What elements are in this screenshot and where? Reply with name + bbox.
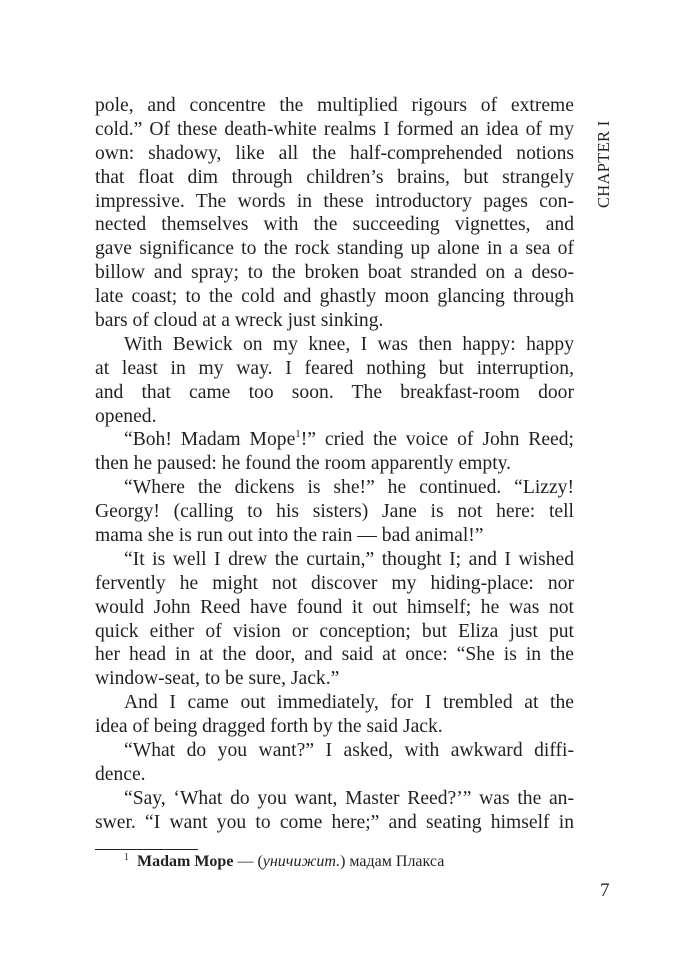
text-line: own: shadowy, like all the half-comprehended notions	[95, 142, 574, 164]
text-line: opened.	[95, 405, 157, 427]
footnote-translation: ) мадам Плакса	[340, 853, 445, 870]
running-head-chapter: CHAPTER I	[594, 120, 613, 208]
footnote-number: 1	[124, 852, 129, 863]
text-line: “Where the dickens is she!” he continued. “Lizzy!	[124, 477, 574, 499]
text-line: impressive. The words in these introductory pages con-	[95, 190, 574, 212]
footnote-reference: 1	[295, 428, 301, 440]
footnote	[124, 852, 444, 874]
text-line: “It is well I drew the curtain,” thought I; and I wished	[124, 548, 574, 570]
text-line: then he paused: he found the room apparently empty.	[95, 453, 512, 475]
text-line: quick either of vision or conception; but Eliza just put	[95, 620, 574, 642]
footnote-term: Madam Mope	[137, 853, 234, 870]
text-line-part: !” cried the voice of John Reed;	[300, 429, 574, 451]
text-line: and that came too soon. The breakfast-room door	[95, 381, 574, 403]
text-line: With Bewick on my knee, I was then happy: happy	[124, 333, 574, 355]
text-line: “Say, ‘What do you want, Master Reed?’” was the an-	[124, 787, 574, 809]
text-line-part: “Boh! Madam Mope	[124, 429, 296, 451]
text-line: that float dim through children’s brains, but strangely	[95, 166, 574, 188]
text-line: mama she is run out into the rain — bad animal!”	[95, 525, 484, 547]
text-line	[95, 428, 574, 452]
text-line: bars of cloud at a wreck just sinking.	[95, 310, 384, 332]
text-line: at least in my way. I feared nothing but interruption,	[95, 357, 574, 379]
text-line: dence.	[95, 763, 146, 785]
text-line: nected themselves with the succeeding vignettes, and	[95, 214, 574, 236]
footnote-dash: — (	[233, 853, 263, 870]
text-line: window-seat, to be sure, Jack.”	[95, 668, 340, 690]
text-line: And I came out immediately, for I trembled at the	[124, 692, 574, 714]
text-line: late coast; to the cold and ghastly moon glancing through	[95, 286, 574, 308]
text-line: cold.” Of these death-white realms I formed an idea of my	[95, 118, 574, 140]
text-line: idea of being dragged forth by the said Jack.	[95, 716, 443, 738]
text-line: would John Reed have found it out himself; he was not	[95, 596, 574, 618]
footnote-abbreviation: уничижит.	[262, 853, 341, 870]
text-line: pole, and concentre the multiplied rigours of extreme	[95, 95, 574, 116]
text-line: “What do you want?” I asked, with awkward diffi-	[124, 740, 574, 762]
text-line: gave significance to the rock standing up alone in a sea of	[95, 238, 574, 260]
text-line: Georgy! (calling to his sisters) Jane is not here: tell	[95, 501, 574, 523]
body-text	[95, 94, 574, 835]
footnote-rule	[95, 849, 198, 850]
text-line: her head in at the door, and said at once: “She is in the	[95, 644, 574, 666]
text-line: swer. “I want you to come here;” and seating himself in	[95, 811, 574, 833]
page-number: 7	[600, 880, 610, 901]
text-line: fervently he might not discover my hiding-place: nor	[95, 572, 574, 594]
text-line: billow and spray; to the broken boat stranded on a deso-	[95, 262, 574, 284]
